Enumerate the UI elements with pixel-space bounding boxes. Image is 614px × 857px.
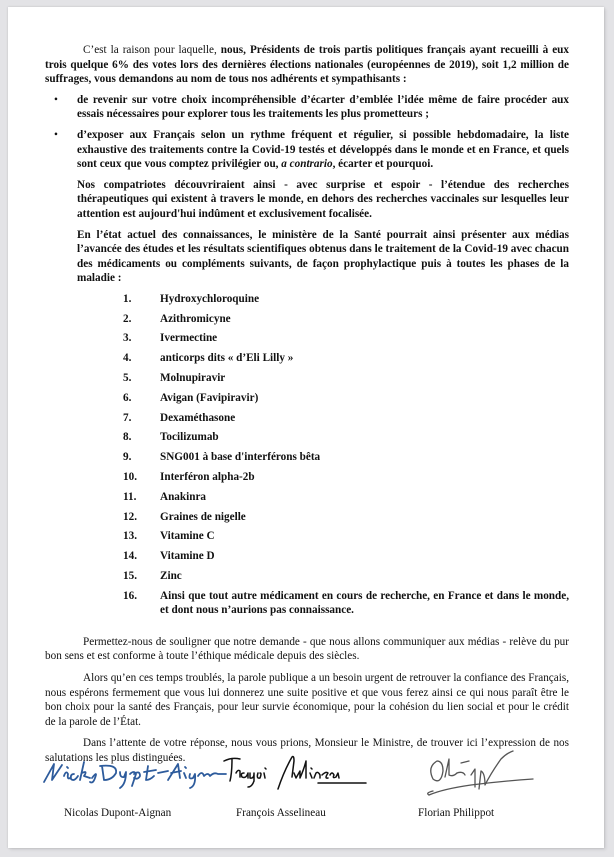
- closing-paragraph-1: Permettez-nous de souligner que notre demande - que nous allons communiquer aux médias - relève du pur bon sens et est conforme à toute l’éthique médicale depuis des siècles.: [45, 635, 569, 663]
- signature-block: [8, 751, 604, 841]
- medication-item: [123, 391, 569, 406]
- handwritten-signature-icon: [423, 745, 543, 801]
- medication-item: [123, 470, 569, 485]
- signatory-name: Florian Philippot: [418, 807, 495, 819]
- etat-paragraph: En l’état actuel des connaissances, le ministère de la Santé pourrait ainsi présenter aux médias l’avancée des études et les résultats scientifiques obtenus dans le traitement de la Covid-19 avec chacun des médicaments ou compléments suivants, de façon prophylactique puis à toutes les phases de la maladie :: [77, 228, 569, 285]
- medication-number: 7.: [123, 411, 132, 424]
- medication-number: 13.: [123, 530, 137, 543]
- request-item: [54, 93, 569, 122]
- medication-number: 10.: [123, 470, 137, 483]
- request-text: d’exposer aux Français selon un rythme fréquent et régulier, si possible hebdomadaire, la liste exhaustive des traitements contre la Covid-19 testés et développés dans le monde et en France, et quels sont ceux que vous comptez privilégier ou,: [77, 128, 569, 171]
- bullet-icon: •: [54, 93, 58, 106]
- medication-name: Vitamine D: [160, 550, 215, 563]
- medication-name: SNG001 à base d'interférons bêta: [160, 451, 321, 464]
- medication-name: Tocilizumab: [160, 431, 219, 444]
- medication-number: 2.: [123, 312, 132, 325]
- handwritten-signature-icon: [40, 756, 230, 790]
- medication-name: anticorps dits « d’Eli Lilly »: [160, 352, 294, 365]
- medication-item: [123, 312, 569, 327]
- medication-item: [123, 411, 569, 426]
- medication-item: [123, 589, 569, 618]
- medication-name: Graines de nigelle: [160, 510, 246, 523]
- medication-item: [123, 529, 569, 544]
- medication-number: 5.: [123, 372, 132, 385]
- medication-name: Ivermectine: [160, 332, 218, 345]
- medication-item: [123, 430, 569, 445]
- medication-number: 1.: [123, 292, 132, 305]
- medication-number: 11.: [123, 490, 137, 503]
- medication-name: Molnupiravir: [160, 372, 226, 385]
- medication-item: [123, 450, 569, 465]
- medication-number: 8.: [123, 431, 132, 444]
- signature-dupont-aignan: [40, 756, 230, 790]
- intro-request: nous, Présidents de trois partis politiques français ayant recueilli à eux trois quelque 6% des votes lors des dernières élections nationales (européennes de 2019), soit 1,2 million de suffrages, vous demandons au nom de tous nos adhérents et sympathisants :: [45, 44, 569, 86]
- medication-name: Dexaméthasone: [160, 411, 236, 424]
- handwritten-signature-icon: [218, 751, 368, 797]
- medication-name: Azithromicyne: [160, 312, 231, 325]
- medication-name: Zinc: [160, 569, 182, 582]
- medication-name: Anakinra: [160, 490, 207, 503]
- request-list: [45, 93, 569, 172]
- medication-item: [123, 549, 569, 564]
- medication-item: [123, 510, 569, 525]
- medication-item: [123, 490, 569, 505]
- intro-lead: C’est la raison pour laquelle,: [83, 44, 221, 56]
- signature-philippot: [423, 745, 543, 801]
- medication-number: 14.: [123, 550, 137, 563]
- medication-list: [45, 292, 569, 618]
- bullet-icon: •: [54, 128, 58, 141]
- request-text-end: , écarter et pourquoi.: [332, 158, 434, 171]
- medication-item: [123, 371, 569, 386]
- medication-number: 3.: [123, 332, 132, 345]
- request-italic: a contrario: [281, 158, 333, 171]
- medication-item: [123, 331, 569, 346]
- request-text: de revenir sur votre choix incompréhensible d’écarter d’emblée l’idée même de faire procéder aux essais nécessaires pour explorer tous les traitements les plus prometteurs ;: [77, 93, 569, 121]
- intro-paragraph: [45, 43, 569, 87]
- medication-number: 9.: [123, 451, 132, 464]
- letter-body: [45, 43, 569, 773]
- medication-name: Vitamine C: [160, 530, 215, 543]
- request-item: [54, 128, 569, 172]
- signature-asselineau: [218, 751, 368, 797]
- closing-paragraph-2: Alors qu’en ces temps troublés, la parole publique a un besoin urgent de retrouver la confiance des Français, nous espérons fermement que vous lui donnerez une suite positive et que vous ferez ainsi ce qui nous paraît être le bon choix pour la santé des Français, pour leur survie économique, pour la cohésion du lien social et pour le crédit de la parole de l’État.: [45, 672, 569, 728]
- signatory-name: Nicolas Dupont-Aignan: [64, 807, 172, 819]
- medication-number: 15.: [123, 569, 137, 582]
- medication-name: Interféron alpha-2b: [160, 470, 255, 483]
- medication-item: [123, 351, 569, 366]
- medication-item: [123, 569, 569, 584]
- medication-number: 16.: [123, 589, 137, 602]
- medication-item: [123, 292, 569, 307]
- signatory-name: François Asselineau: [236, 807, 326, 819]
- compatriotes-paragraph: Nos compatriotes découvriraient ainsi - avec surprise et espoir - l’étendue des recherches thérapeutiques qui existent à travers le monde, en dehors des recherches vaccinales sur lesquelles leur attention est aujourd'hui indûment et exclusivement focalisée.: [77, 178, 569, 220]
- medication-name: Hydroxychloroquine: [160, 292, 260, 305]
- document-page: [8, 7, 604, 848]
- medication-name: Avigan (Favipiravir): [160, 391, 259, 404]
- closing-paragraph-3: Dans l’attente de votre réponse, nous vous prions, Monsieur le Ministre, de trouver ici l’expression de nos salutations les plus distinguées.: [45, 737, 569, 764]
- medication-name: Ainsi que tout autre médicament en cours de recherche, en France et dans le monde, et dont nous n’aurions pas connaissance.: [160, 589, 569, 617]
- medication-number: 12.: [123, 510, 137, 523]
- medication-number: 4.: [123, 352, 132, 365]
- medication-number: 6.: [123, 391, 132, 404]
